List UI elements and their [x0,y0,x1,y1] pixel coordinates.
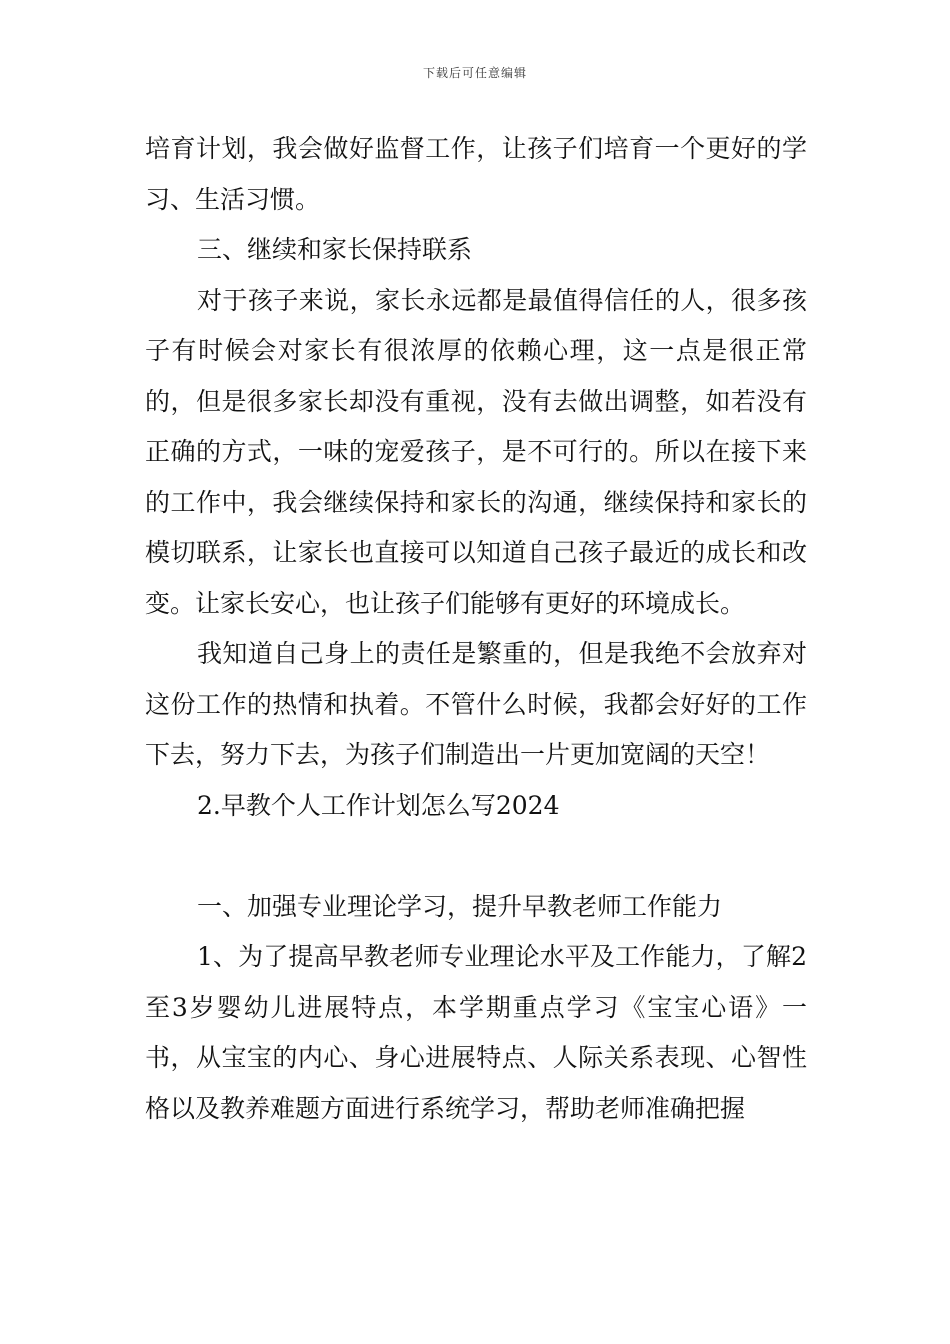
section-heading-1: 一、加强专业理论学习，提升早教老师工作能力 [197,891,723,921]
article-section-title: 2.早教个人工作计划怎么写2024 [197,790,560,820]
paragraph-parent-contact: 对于孩子来说，家长永远都是最值得信任的人，很多孩子有时候会对家长有很浓厚的依赖心理，这一点是很正常的，但是很多家长却没有重视，没有去做出调整，如若没有正确的方式，一味的宠爱孩子，是不可行的。所以在接下来的工作中，我会继续保持和家长的沟通，继续保持和家长的模切联系，让家长也直接可以知道自己孩子最近的成长和改变。让家长安心，也让孩子们能够有更好的环境成长。 [145,285,807,618]
section-heading-3: 三、继续和家长保持联系 [197,235,473,264]
document-body [145,124,807,1134]
paragraph-study-item-1: 1、为了提高早教老师专业理论水平及工作能力，了解2至3岁婴幼儿进展特点，本学期重点学习《宝宝心语》一书，从宝宝的内心、身心进展特点、人际关系表现、心智性格以及教养难题方面进行系统学习，帮助老师准确把握 [145,942,807,1123]
blank-line [145,831,807,882]
paragraph-responsibility: 我知道自己身上的责任是繁重的，但是我绝不会放弃对这份工作的热情和执着。不管什么时候，我都会好好的工作下去，努力下去，为孩子们制造出一片更加宽阔的天空！ [145,639,807,769]
paragraph-continued: 培育计划，我会做好监督工作，让孩子们培育一个更好的学习、生活习惯。 [145,134,807,214]
page-header-note: 下载后可任意编辑 [422,66,527,80]
